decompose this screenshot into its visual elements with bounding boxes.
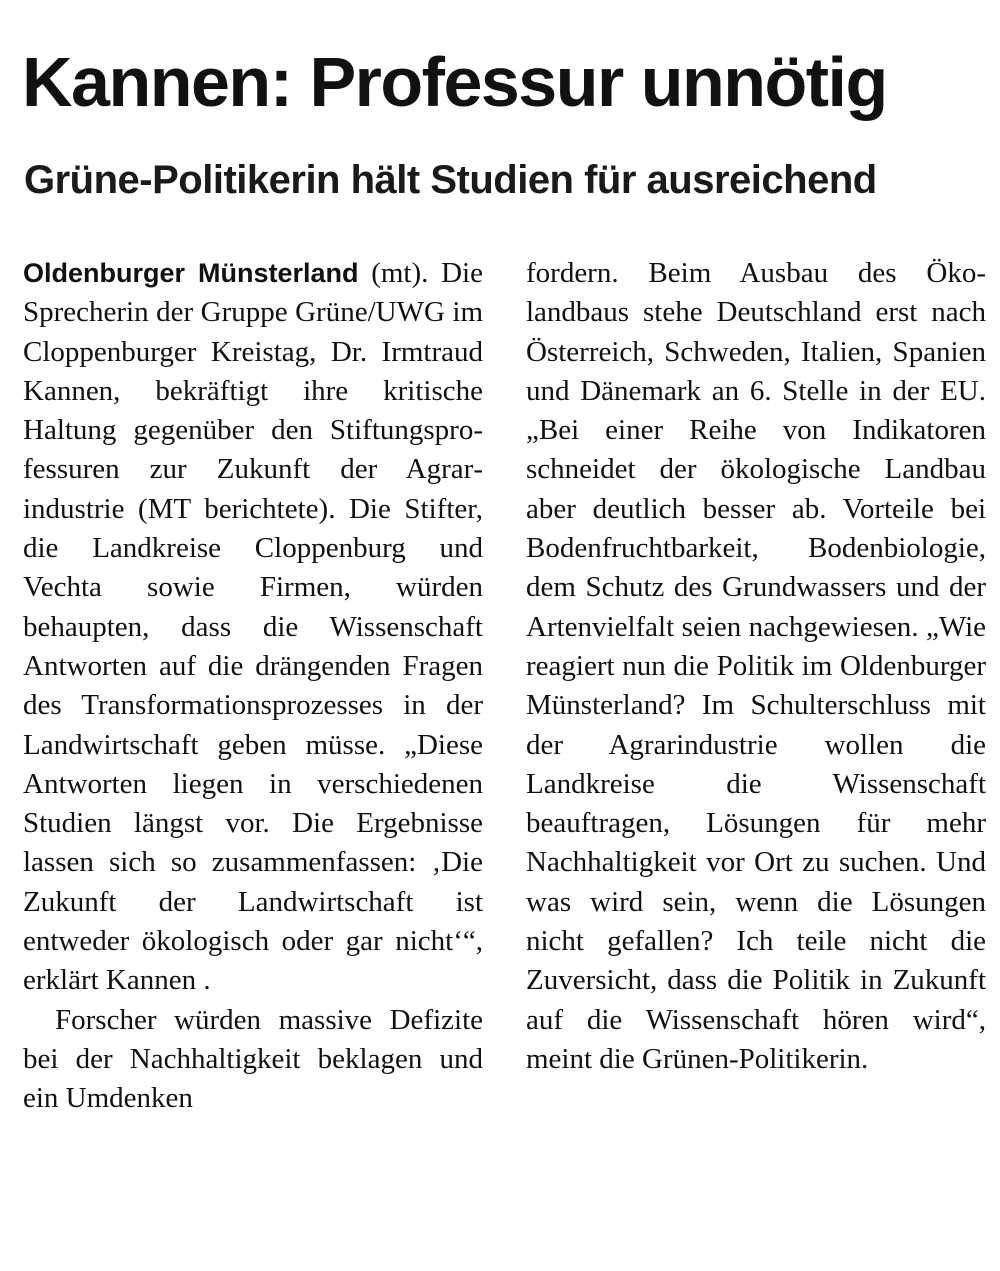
article-paragraph: fordern. Beim Ausbau des Ökolandbaus stehe Deutschland erst nach Österreich, Schweden, Italien, Spanien und Dänemark an 6. Stelle in der EU. „Bei einer Reihe von Indikatoren schneidet der ökologische Landbau aber deutlich besser ab. Vorteile bei Bodenfruchtbarkeit, Bodenbiologie, dem Schutz des Grundwassers und der Artenvielfalt seien nachgewiesen. „Wie reagiert nun die Politik im Oldenburger Münsterland? Im Schulterschluss mit der Agrarindustrie wollen die Landkreise die Wissenschaft beauftragen, Lösungen für mehr Nachhaltigkeit vor Ort zu suchen. Und was wird sein, wenn die Lösungen nicht gefallen? Ich teile nicht die Zuversicht, dass die Politik in Zukunft auf die Wissenschaft hören wird“, meint die Grünen-Politikerin. <box>526 257 986 1075</box>
article-column-right <box>526 254 986 1079</box>
article-paragraph: Forscher würden massive Defizite bei der Nachhaltigkeit beklagen und ein Umdenken <box>23 1003 483 1115</box>
dateline: Oldenburger Münsterland <box>23 258 359 288</box>
headline: Kannen: Professur unnötig <box>22 43 887 121</box>
article-column-left <box>23 254 483 1119</box>
article-paragraph <box>23 254 483 1001</box>
article-paragraph-text: (mt). Die Sprecherin der Gruppe Grüne/UWG im Cloppenburger Kreistag, Dr. Irmtraud Kannen, bekräftigt ihre kritische Haltung gegenüber den Stiftungsprofessuren zur Zukunft der Agrarindustrie (MT berichtete). Die Stifter, die Landkreise Cloppenburg und Vechta sowie Firmen, würden behaupten, dass die Wissenschaft Antworten auf die drängenden Fragen des Transformationsprozesses in der Landwirtschaft geben müsse. „Diese Antworten liegen in verschiedenen Studien längst vor. Die Ergebnisse lassen sich so zusammenfassen: ‚Die Zukunft der Landwirtschaft ist entweder ökologisch oder gar nicht‘“, erklärt Kannen . <box>23 257 483 997</box>
subheadline: Grüne-Politikerin hält Studien für ausreichend <box>24 158 877 202</box>
